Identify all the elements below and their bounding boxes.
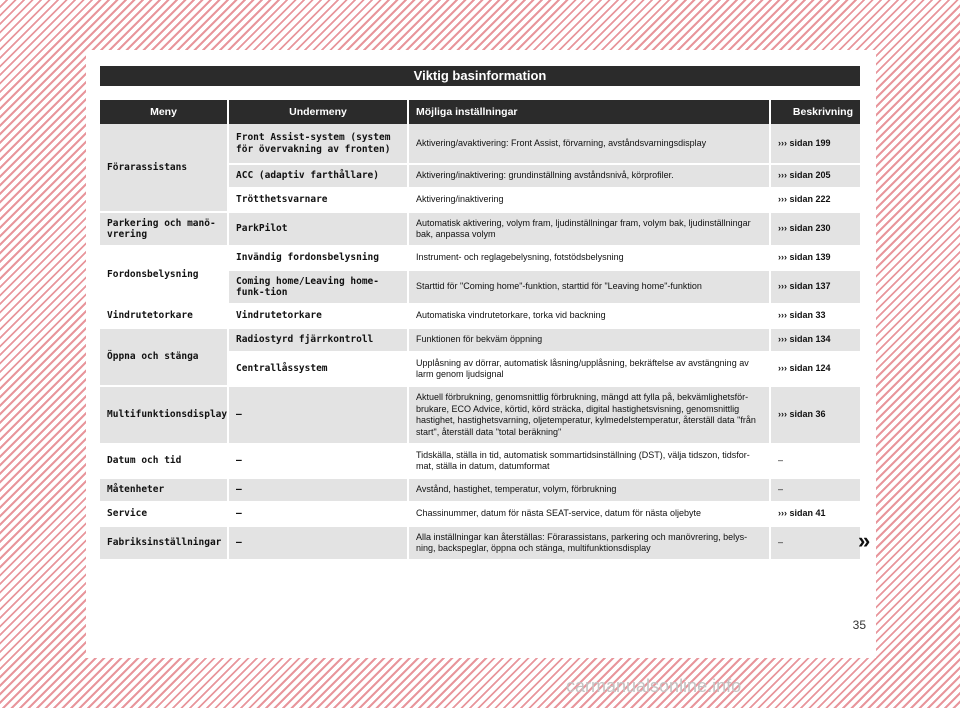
table-header-row [100,100,860,124]
description-cell: ››› sidan 230 [770,212,860,246]
menu-cell: Fordonsbelysning [100,246,228,304]
section-title: Viktig basinformation [100,66,860,86]
submenu-cell: – [228,526,408,560]
description-cell: ››› sidan 199 [770,124,860,164]
settings-cell: Upplåsning av dörrar, automatisk låsning/upplåsning, bekräftelse av avstängning av larm genom ljudsignal [408,352,770,386]
table-row [100,212,860,246]
submenu-cell: – [228,478,408,502]
description-cell: ››› sidan 137 [770,270,860,304]
settings-cell: Chassinummer, datum för nästa SEAT-service, datum för nästa oljebyte [408,502,770,526]
settings-cell: Automatiska vindrutetorkare, torka vid backning [408,304,770,328]
column-header-submenu: Undermeny [228,100,408,124]
settings-cell: Alla inställningar kan återställas: Förarassistans, parkering och manövrering, belys-ning, backspeglar, öppna och stänga, multifunktionsdisplay [408,526,770,560]
menu-cell: Måtenheter [100,478,228,502]
settings-cell: Aktuell förbrukning, genomsnittlig förbrukning, mängd att fylla på, bekvämlighetsför-brukare, ECO Advice, körtid, körd sträcka, digital hastighetsvisning, genomsnittlig hastighet, hastighetsvarning, oljetemperatur, kylmedelstemperatur, återställ data "från start", återställ data "total beräkning" [408,386,770,444]
settings-cell: Starttid för "Coming home"-funktion, starttid för "Leaving home"-funktion [408,270,770,304]
column-header-description: Beskrivning [770,100,860,124]
table-row [100,478,860,502]
submenu-cell: Radiostyrd fjärrkontroll [228,328,408,352]
submenu-cell: Vindrutetorkare [228,304,408,328]
settings-cell: Tidskälla, ställa in tid, automatisk sommartidsinställning (DST), välja tidszon, tidsfor-mat, ställa in datum, datumformat [408,444,770,478]
table-row [100,386,860,444]
menu-cell: Öppna och stänga [100,328,228,386]
submenu-cell: ParkPilot [228,212,408,246]
table-row [100,444,860,478]
table-row [100,328,860,352]
description-cell: ››› sidan 205 [770,164,860,188]
column-header-menu: Meny [100,100,228,124]
submenu-cell: Centrallåssystem [228,352,408,386]
settings-cell: Avstånd, hastighet, temperatur, volym, förbrukning [408,478,770,502]
submenu-cell: Front Assist-system (system för övervakning av fronten) [228,124,408,164]
menu-cell: Datum och tid [100,444,228,478]
table-row [100,304,860,328]
table-row [100,502,860,526]
table-row [100,246,860,270]
description-cell: ››› sidan 124 [770,352,860,386]
submenu-cell: Coming home/Leaving home-funk-tion [228,270,408,304]
page-number: 35 [852,618,866,632]
settings-table [100,100,860,561]
submenu-cell: Trötthetsvarnare [228,188,408,212]
table-row [100,124,860,164]
menu-cell: Fabriksinställningar [100,526,228,560]
next-page-arrow-icon: » [858,528,871,553]
settings-cell: Aktivering/avaktivering: Front Assist, förvarning, avståndsvarningsdisplay [408,124,770,164]
description-cell: ››› sidan 41 [770,502,860,526]
manual-page [86,50,876,658]
description-cell: – [770,444,860,478]
settings-cell: Automatisk aktivering, volym fram, ljudinställningar fram, volym bak, ljudinställningar bak, anpassa volym [408,212,770,246]
submenu-cell: Invändig fordonsbelysning [228,246,408,270]
description-cell: ››› sidan 134 [770,328,860,352]
submenu-cell: ACC (adaptiv farthållare) [228,164,408,188]
description-cell: ››› sidan 139 [770,246,860,270]
submenu-cell: – [228,386,408,444]
description-cell: ››› sidan 36 [770,386,860,444]
menu-cell: Service [100,502,228,526]
menu-cell: Förarassistans [100,124,228,212]
settings-cell: Aktivering/inaktivering [408,188,770,212]
settings-cell: Instrument- och reglagebelysning, fotstödsbelysning [408,246,770,270]
watermark: carmanualsonline.info [566,676,742,696]
description-cell: ››› sidan 33 [770,304,860,328]
table-row [100,526,860,560]
submenu-cell: – [228,444,408,478]
settings-cell: Aktivering/inaktivering: grundinställning avståndsnivå, körprofiler. [408,164,770,188]
column-header-settings: Möjliga inställningar [408,100,770,124]
submenu-cell: – [228,502,408,526]
menu-cell: Multifunktionsdisplay [100,386,228,444]
settings-cell: Funktionen för bekväm öppning [408,328,770,352]
description-cell: – [770,526,860,560]
menu-cell: Parkering och manö-vrering [100,212,228,246]
menu-cell: Vindrutetorkare [100,304,228,328]
description-cell: – [770,478,860,502]
description-cell: ››› sidan 222 [770,188,860,212]
